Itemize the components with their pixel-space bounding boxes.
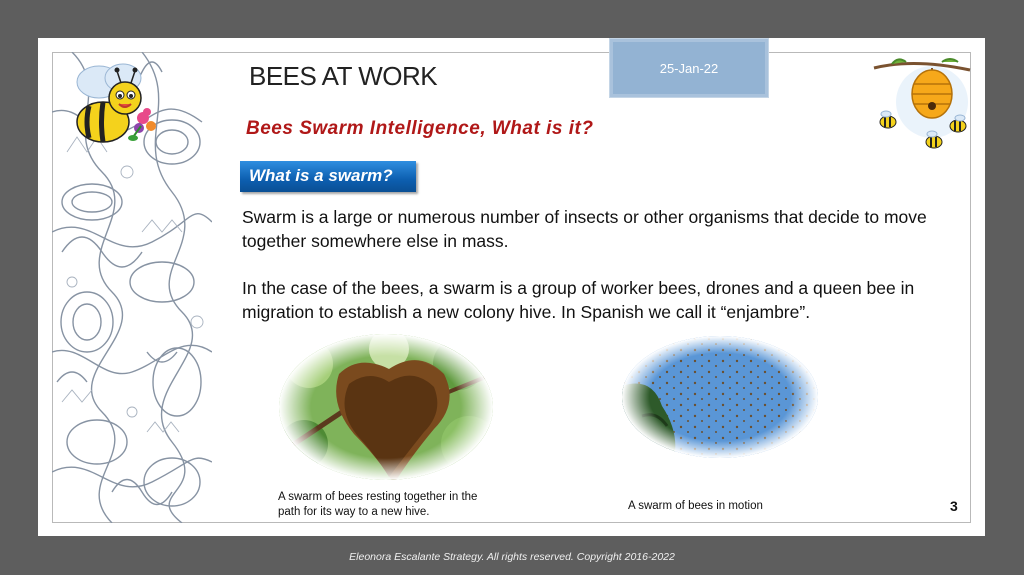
caption-resting: A swarm of bees resting together in the path for its way to a new hive.: [278, 491, 478, 518]
slide-subtitle: Bees Swarm Intelligence, What is it?: [246, 118, 594, 139]
caption-motion: A swarm of bees in motion: [628, 500, 763, 512]
swarm-motion-photo: [622, 336, 818, 458]
slide: [38, 38, 985, 536]
cartoon-bee-icon: [61, 60, 161, 152]
flying-bee-icon: [880, 111, 896, 128]
definition-paragraph: Swarm is a large or numerous number of insects or other organisms that decide to move together somewhere else in mass.: [242, 207, 927, 251]
section-tag-label: What is a swarm?: [249, 166, 393, 185]
slide-title: BEES AT WORK: [249, 61, 438, 91]
copyright-footer: Eleonora Escalante Strategy. All rights reserved. Copyright 2016-2022: [349, 551, 675, 563]
date-box: [609, 38, 769, 98]
bees-swarm-paragraph: In the case of the bees, a swarm is a group of worker bees, drones and a queen bee in migration to establish a new colony hive. In Spanish we call it “enjambre”.: [242, 278, 915, 322]
page-number: 3: [950, 498, 958, 514]
section-tag: [240, 161, 416, 192]
swarm-resting-photo: [279, 334, 493, 480]
beehive-icon: [872, 54, 976, 156]
date-text: 25-Jan-22: [659, 61, 719, 76]
